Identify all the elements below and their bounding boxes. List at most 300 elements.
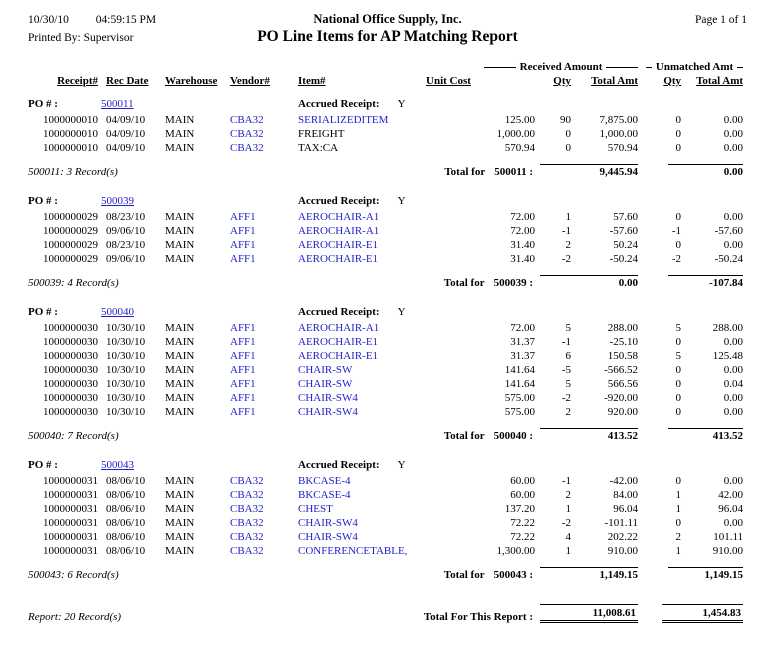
receipt-date: 10/30/10: [106, 406, 146, 418]
vendor-cell: [223, 141, 281, 155]
unmatched-total-amt: 101.11: [713, 531, 744, 543]
group-unmatched-total-cell: [640, 419, 745, 443]
accrued-receipt-label: Accrued Receipt:: [298, 306, 380, 318]
unmatched-total-amt: 0.00: [723, 114, 744, 126]
vendor-cell: [223, 544, 281, 558]
po-number-label: PO # :: [28, 306, 58, 318]
line-item-row: [26, 544, 745, 558]
line-item-row: [26, 321, 745, 335]
unmatched-qty: 0: [675, 114, 682, 126]
warehouse: MAIN: [165, 392, 195, 404]
group-summary-row: [26, 558, 745, 582]
item-cell: [281, 544, 418, 558]
vendor-cell: [223, 502, 281, 516]
unit-cost: 141.64: [504, 378, 536, 390]
col-header-unmatched-qty: Qty: [663, 75, 682, 87]
item-link[interactable]: CHAIR-SW4: [298, 406, 358, 418]
unmatched-total-amt: -50.24: [714, 253, 744, 265]
received-total-amt: -42.00: [609, 475, 639, 487]
po-number-label: PO # :: [28, 98, 58, 110]
vendor-cell: [223, 321, 281, 335]
item-cell: [281, 349, 418, 363]
group-received-total-cell: [538, 558, 640, 582]
line-item-row: [26, 252, 745, 266]
col-header-warehouse: Warehouse: [165, 75, 218, 87]
line-item-row: [26, 405, 745, 419]
unmatched-amount-group-header: [646, 61, 743, 73]
po-number-cell: [101, 187, 281, 210]
col-header-received-total: Total Amt: [591, 75, 639, 87]
print-time: 04:59:15 PM: [95, 14, 157, 26]
receipt-date: 08/06/10: [106, 517, 146, 529]
received-qty: -2: [561, 253, 572, 265]
vendor-link[interactable]: CBA32: [230, 503, 264, 515]
received-total-amt: 566.56: [607, 378, 639, 390]
vendor-link[interactable]: AFF1: [230, 239, 256, 251]
group-total-label-cell: [418, 266, 538, 290]
page-number: Page 1 of 1: [694, 14, 747, 26]
column-header-row: [26, 74, 745, 90]
vendor-link[interactable]: CBA32: [230, 517, 264, 529]
receipt-number: 1000000030: [43, 336, 98, 348]
vendor-cell: [223, 474, 281, 488]
line-item-row: [26, 488, 745, 502]
group-total-po-number: 500040 :: [493, 430, 534, 442]
report-title: PO Line Items for AP Matching Report: [257, 28, 518, 45]
col-header-unit-cost: Unit Cost: [426, 75, 471, 87]
receipt-date: 10/30/10: [106, 378, 146, 390]
receipt-date: 10/30/10: [106, 322, 146, 334]
group-unmatched-total-cell: [640, 155, 745, 179]
column-group-header-row: [26, 60, 745, 74]
item-cell: [281, 530, 418, 544]
col-header-received-qty: Qty: [553, 75, 572, 87]
group-total-label-cell: [418, 419, 538, 443]
unmatched-total-amt: 0.00: [723, 406, 744, 418]
receipt-date: 10/30/10: [106, 392, 146, 404]
item-link[interactable]: AEROCHAIR-E1: [298, 253, 379, 265]
warehouse: MAIN: [165, 378, 195, 390]
received-qty: 2: [565, 489, 572, 501]
receipt-date: 08/06/10: [106, 503, 146, 515]
receipt-date: 10/30/10: [106, 336, 146, 348]
warehouse: MAIN: [165, 489, 195, 501]
line-item-row: [26, 210, 745, 224]
group-received-total: 0.00: [540, 275, 638, 289]
unmatched-total-amt: -57.60: [714, 225, 744, 237]
unit-cost: 72.22: [510, 531, 536, 543]
item-link[interactable]: AEROCHAIR-E1: [298, 350, 379, 362]
unmatched-qty: 5: [675, 322, 682, 334]
unmatched-qty: -2: [671, 253, 682, 265]
unmatched-total-amt: 0.00: [723, 211, 744, 223]
receipt-number: 1000000030: [43, 350, 98, 362]
group-unmatched-total-cell: [640, 558, 745, 582]
group-summary-row: [26, 266, 745, 290]
receipt-number: 1000000031: [43, 475, 98, 487]
item-cell: [281, 377, 418, 391]
warehouse: MAIN: [165, 142, 195, 154]
receipt-number: 1000000029: [43, 211, 98, 223]
received-total-amt: 570.94: [607, 142, 639, 154]
accrued-receipt-value: Y: [397, 195, 406, 207]
warehouse: MAIN: [165, 517, 195, 529]
accrued-receipt-label: Accrued Receipt:: [298, 98, 380, 110]
unit-cost: 575.00: [504, 406, 536, 418]
vendor-link[interactable]: AFF1: [230, 322, 256, 334]
po-number-cell: [101, 451, 281, 474]
line-item-row: [26, 377, 745, 391]
vendor-cell: [223, 516, 281, 530]
unit-cost: 60.00: [510, 489, 536, 501]
group-received-total-cell: [538, 266, 640, 290]
received-total-amt: -25.10: [609, 336, 639, 348]
spacer-row: [26, 179, 745, 187]
unit-cost: 31.37: [510, 350, 536, 362]
item-link[interactable]: BKCASE-4: [298, 489, 351, 501]
item-link[interactable]: CHAIR-SW4: [298, 531, 358, 543]
unmatched-total-amt: 0.00: [723, 475, 744, 487]
col-header-vendor: Vendor#: [230, 75, 270, 87]
unmatched-qty: 5: [675, 350, 682, 362]
warehouse: MAIN: [165, 239, 195, 251]
vendor-link[interactable]: AFF1: [230, 253, 256, 265]
item-link[interactable]: CHAIR-SW: [298, 364, 353, 376]
unmatched-total-amt: 125.48: [712, 350, 744, 362]
unmatched-total-amt: 288.00: [712, 322, 744, 334]
item-cell: [281, 391, 418, 405]
item-link[interactable]: CHAIR-SW: [298, 378, 353, 390]
group-received-total: 1,149.15: [540, 567, 638, 581]
unmatched-qty: 1: [675, 489, 682, 501]
warehouse: MAIN: [165, 225, 195, 237]
po-group-header-row: [26, 451, 745, 474]
vendor-link[interactable]: AFF1: [230, 392, 256, 404]
receipt-date: 09/06/10: [106, 253, 146, 265]
item-link[interactable]: CONFERENCETABLE,: [298, 545, 408, 557]
vendor-link[interactable]: CBA32: [230, 128, 264, 140]
unmatched-total-amt: 0.00: [723, 128, 744, 140]
receipt-date: 04/09/10: [106, 114, 146, 126]
receipt-number: 1000000031: [43, 489, 98, 501]
accrued-receipt-cell: [281, 451, 418, 474]
item-link[interactable]: CHAIR-SW4: [298, 517, 358, 529]
unmatched-qty: 0: [675, 364, 682, 376]
receipt-date: 08/06/10: [106, 545, 146, 557]
group-unmatched-total: 1,149.15: [668, 567, 743, 581]
received-total-amt: 288.00: [607, 322, 639, 334]
line-item-row: [26, 238, 745, 252]
receipt-number: 1000000029: [43, 225, 98, 237]
warehouse: MAIN: [165, 350, 195, 362]
vendor-link[interactable]: CBA32: [230, 114, 264, 126]
group-total-po-number: 500039 :: [493, 277, 534, 289]
accrued-receipt-value: Y: [397, 98, 406, 110]
unit-cost: 125.00: [504, 114, 536, 126]
vendor-cell: [223, 391, 281, 405]
accrued-receipt-cell: [281, 298, 418, 321]
item-cell: [281, 224, 418, 238]
po-header-filler: [418, 187, 745, 210]
received-qty: -2: [561, 517, 572, 529]
group-total-label-cell: [418, 558, 538, 582]
received-qty: 90: [560, 114, 572, 126]
unmatched-total-amt: 0.00: [723, 517, 744, 529]
warehouse: MAIN: [165, 128, 195, 140]
vendor-cell: [223, 210, 281, 224]
received-total-amt: 84.00: [613, 489, 639, 501]
unmatched-qty: -1: [671, 225, 682, 237]
po-number-link[interactable]: 500011: [101, 98, 134, 110]
warehouse: MAIN: [165, 531, 195, 543]
vendor-cell: [223, 363, 281, 377]
line-item-row: [26, 391, 745, 405]
receipt-date: 08/06/10: [106, 489, 146, 501]
receipt-date: 08/23/10: [106, 211, 146, 223]
report-body: [26, 90, 745, 624]
unmatched-total-amt: 96.04: [718, 503, 744, 515]
unit-cost: 72.22: [510, 517, 536, 529]
report-received-total: 11,008.61: [540, 604, 638, 623]
receipt-date: 08/06/10: [106, 531, 146, 543]
receipt-number: 1000000030: [43, 392, 98, 404]
line-item-row: [26, 141, 745, 155]
unmatched-qty: 0: [675, 475, 682, 487]
warehouse: MAIN: [165, 114, 195, 126]
unmatched-qty: 1: [675, 503, 682, 515]
vendor-link[interactable]: AFF1: [230, 336, 256, 348]
po-header-filler: [418, 451, 745, 474]
report-unmatched-total: 1,454.83: [662, 604, 743, 623]
unmatched-total-amt: 0.00: [723, 336, 744, 348]
unit-cost: 72.00: [510, 322, 536, 334]
received-qty: 2: [565, 406, 572, 418]
item-cell: [281, 113, 418, 127]
vendor-link[interactable]: CBA32: [230, 489, 264, 501]
item-cell: [281, 321, 418, 335]
item-link[interactable]: AEROCHAIR-A1: [298, 322, 380, 334]
po-number-label: PO # :: [28, 459, 58, 471]
unmatched-qty: 0: [675, 336, 682, 348]
group-total-for-label: Total for: [443, 430, 485, 442]
report-record-count: Report: 20 Record(s): [28, 611, 122, 623]
warehouse: MAIN: [165, 503, 195, 515]
vendor-link[interactable]: AFF1: [230, 350, 256, 362]
line-item-row: [26, 113, 745, 127]
vendor-cell: [223, 252, 281, 266]
spacer-row: [26, 290, 745, 298]
vendor-link[interactable]: CBA32: [230, 531, 264, 543]
unmatched-qty: 0: [675, 392, 682, 404]
item-link[interactable]: AEROCHAIR-A1: [298, 225, 380, 237]
item-cell: [281, 488, 418, 502]
group-total-label-cell: [418, 155, 538, 179]
item-link[interactable]: AEROCHAIR-A1: [298, 211, 380, 223]
group-total-po-number: 500043 :: [493, 569, 534, 581]
col-header-rec-date: Rec Date: [106, 75, 149, 87]
vendor-link[interactable]: AFF1: [230, 406, 256, 418]
unit-cost: 72.00: [510, 211, 536, 223]
received-total-amt: 150.58: [607, 350, 639, 362]
received-amount-label: Received Amount: [519, 61, 603, 73]
receipt-number: 1000000031: [43, 531, 98, 543]
line-item-row: [26, 502, 745, 516]
item-cell: [281, 405, 418, 419]
vendor-link[interactable]: AFF1: [230, 225, 256, 237]
item-link[interactable]: SERIALIZEDITEM: [298, 114, 389, 126]
unmatched-qty: 2: [675, 531, 682, 543]
vendor-link[interactable]: CBA32: [230, 545, 264, 557]
received-qty: -1: [561, 475, 572, 487]
unmatched-qty: 0: [675, 406, 682, 418]
vendor-link[interactable]: CBA32: [230, 142, 264, 154]
received-total-amt: -50.24: [609, 253, 639, 265]
received-qty: 5: [565, 378, 572, 390]
receipt-number: 1000000030: [43, 322, 98, 334]
po-number-cell: [101, 90, 281, 113]
received-total-amt: -566.52: [604, 364, 639, 376]
group-unmatched-total-cell: [640, 266, 745, 290]
company-name: National Office Supply, Inc.: [313, 12, 462, 26]
unmatched-total-amt: 0.00: [723, 239, 744, 251]
item-text: FREIGHT: [298, 128, 345, 140]
unit-cost: 137.20: [504, 503, 536, 515]
group-record-count: 500040: 7 Record(s): [28, 430, 119, 442]
accrued-receipt-label: Accrued Receipt:: [298, 459, 380, 471]
vendor-cell: [223, 377, 281, 391]
received-qty: 2: [565, 239, 572, 251]
po-number-cell: [101, 298, 281, 321]
vendor-cell: [223, 224, 281, 238]
unmatched-amount-label: Unmatched Amt: [655, 61, 734, 73]
po-group-header-row: [26, 90, 745, 113]
line-item-row: [26, 224, 745, 238]
vendor-link[interactable]: AFF1: [230, 378, 256, 390]
item-link[interactable]: CHEST: [298, 503, 333, 515]
vendor-link[interactable]: CBA32: [230, 475, 264, 487]
received-total-amt: -920.00: [604, 392, 639, 404]
item-link[interactable]: BKCASE-4: [298, 475, 351, 487]
report-total-row: [26, 590, 745, 624]
vendor-cell: [223, 113, 281, 127]
group-unmatched-total: 0.00: [668, 164, 743, 178]
print-date: 10/30/10: [28, 14, 69, 26]
received-qty: -2: [561, 392, 572, 404]
vendor-cell: [223, 335, 281, 349]
item-cell: [281, 210, 418, 224]
receipt-number: 1000000030: [43, 364, 98, 376]
group-received-total-cell: [538, 155, 640, 179]
receipt-date: 04/09/10: [106, 142, 146, 154]
unmatched-qty: 0: [675, 128, 682, 140]
received-total-amt: 7,875.00: [599, 114, 639, 126]
received-total-amt: 50.24: [613, 239, 639, 251]
po-header-filler: [418, 90, 745, 113]
vendor-link[interactable]: AFF1: [230, 364, 256, 376]
vendor-cell: [223, 530, 281, 544]
unmatched-qty: 1: [675, 545, 682, 557]
warehouse: MAIN: [165, 475, 195, 487]
item-cell: [281, 335, 418, 349]
item-cell: [281, 238, 418, 252]
received-total-amt: -101.11: [604, 517, 639, 529]
unmatched-qty: 0: [675, 378, 682, 390]
group-received-total: 9,445.94: [540, 164, 638, 178]
po-number-link[interactable]: 500040: [101, 306, 134, 318]
accrued-receipt-cell: [281, 187, 418, 210]
received-qty: 1: [565, 211, 572, 223]
line-item-row: [26, 335, 745, 349]
received-qty: 0: [565, 128, 572, 140]
warehouse: MAIN: [165, 364, 195, 376]
group-summary-row: [26, 155, 745, 179]
item-link[interactable]: CHAIR-SW4: [298, 392, 358, 404]
group-received-total: 413.52: [540, 428, 638, 442]
receipt-date: 08/23/10: [106, 239, 146, 251]
receipt-number: 1000000030: [43, 406, 98, 418]
accrued-receipt-label: Accrued Receipt:: [298, 195, 380, 207]
report-received-total-cell: [538, 590, 640, 624]
received-total-amt: 1,000.00: [599, 128, 639, 140]
col-header-unmatched-total: Total Amt: [696, 75, 744, 87]
item-cell: [281, 252, 418, 266]
po-number-link[interactable]: 500039: [101, 195, 134, 207]
report-table: [26, 60, 745, 624]
line-item-row: [26, 127, 745, 141]
printed-by: Printed By: Supervisor: [28, 32, 134, 44]
po-group-header-row: [26, 298, 745, 321]
received-qty: 1: [565, 503, 572, 515]
unit-cost: 72.00: [510, 225, 536, 237]
unit-cost: 31.40: [510, 253, 536, 265]
unit-cost: 1,300.00: [496, 545, 536, 557]
unit-cost: 60.00: [510, 475, 536, 487]
receipt-number: 1000000029: [43, 239, 98, 251]
item-cell: [281, 127, 418, 141]
group-summary-row: [26, 419, 745, 443]
accrued-receipt-cell: [281, 90, 418, 113]
report-total-label-cell: [418, 590, 538, 624]
received-qty: 0: [565, 142, 572, 154]
po-number-label: PO # :: [28, 195, 58, 207]
received-amount-group-cell: [418, 60, 640, 74]
rule-line: [737, 67, 743, 68]
vendor-link[interactable]: AFF1: [230, 211, 256, 223]
rule-line: [606, 67, 638, 68]
group-received-total-cell: [538, 419, 640, 443]
item-link[interactable]: AEROCHAIR-E1: [298, 336, 379, 348]
received-total-amt: -57.60: [609, 225, 639, 237]
received-total-amt: 920.00: [607, 406, 639, 418]
unmatched-total-amt: 910.00: [712, 545, 744, 557]
line-item-row: [26, 363, 745, 377]
receipt-date: 08/06/10: [106, 475, 146, 487]
vendor-cell: [223, 238, 281, 252]
warehouse: MAIN: [165, 253, 195, 265]
unit-cost: 570.94: [504, 142, 536, 154]
report-unmatched-total-cell: [640, 590, 745, 624]
received-qty: -1: [561, 225, 572, 237]
receipt-number: 1000000030: [43, 378, 98, 390]
unit-cost: 575.00: [504, 392, 536, 404]
receipt-date: 10/30/10: [106, 350, 146, 362]
po-number-link[interactable]: 500043: [101, 459, 134, 471]
item-link[interactable]: AEROCHAIR-E1: [298, 239, 379, 251]
unit-cost: 31.40: [510, 239, 536, 251]
received-total-amt: 202.22: [607, 531, 639, 543]
group-total-for-label: Total for: [443, 277, 485, 289]
received-qty: 5: [565, 322, 572, 334]
